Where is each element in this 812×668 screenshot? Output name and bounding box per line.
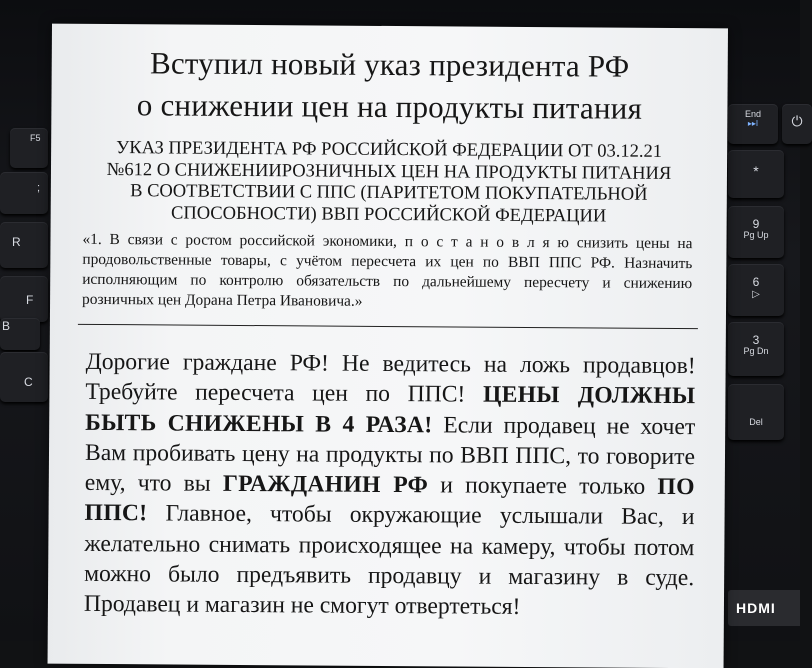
hdmi-label: HDMI bbox=[736, 600, 776, 616]
appeal-text-4: Главное, чтобы окружающие услышали Вас, и желательно снимать происходящее на камеру, чтобы потом можно было предъявить продавцу и магазину в суде. Продавец и магазин не смогут отвертеться! bbox=[83, 500, 695, 621]
key-label: C bbox=[24, 375, 33, 389]
power-icon: ⏻ bbox=[791, 113, 803, 129]
appeal-text-1: Дорогие граждане РФ! Не ведитесь на ложь продавцов! Требуйте пересчета цен по ППС! bbox=[85, 348, 696, 408]
key-label: 3 bbox=[752, 333, 760, 347]
key-6 bbox=[728, 264, 784, 316]
key-9 bbox=[728, 206, 784, 258]
title-line-2: о снижении цен на продукты питания bbox=[136, 87, 643, 126]
key-label: Del bbox=[749, 417, 763, 427]
key-sublabel: ▸▸I bbox=[747, 118, 759, 128]
key-sublabel: Pg Dn bbox=[743, 346, 769, 357]
key-sublabel: Pg Up bbox=[743, 230, 769, 241]
key-label: R bbox=[12, 235, 21, 249]
key-semicolon bbox=[0, 172, 48, 214]
key-c bbox=[0, 352, 48, 402]
leaflet-paper bbox=[48, 24, 728, 668]
decree-line-2: №612 О СНИЖЕНИИРОЗНИЧНЫХ ЦЕН НА ПРОДУКТЫ ПИТАНИЯ bbox=[106, 159, 672, 184]
key-b bbox=[0, 318, 40, 350]
appeal-bold-pps: ПО ППС! bbox=[84, 474, 695, 527]
decree-heading bbox=[71, 138, 708, 228]
appeal-bold-prices: ЦЕНЫ ДОЛЖНЫ БЫТЬ СНИЖЕНЫ В 4 РАЗА! bbox=[85, 381, 696, 438]
title-line-1: Вступил новый указ президента РФ bbox=[149, 45, 630, 84]
key-sublabel: ▷ bbox=[752, 289, 760, 301]
appeal-paragraph bbox=[84, 347, 696, 624]
key-power bbox=[782, 104, 812, 144]
key-f5 bbox=[10, 128, 48, 168]
key-r bbox=[0, 222, 48, 268]
key-del bbox=[728, 384, 784, 440]
key-label: 9 bbox=[752, 217, 760, 231]
leaflet-title bbox=[51, 42, 728, 131]
decree-quote: «1. В связи с ростом российской экономики, п о с т а н о в л я ю снизить цены на продовольственные товары, с учётом пересчета их цен по ВВП ППС РФ. Назначить исполняющим по контролю обязательств по дальнейшему пересчету и снижению розничных цен Дорана Петра Ивановича.» bbox=[82, 230, 693, 310]
key-asterisk bbox=[728, 150, 784, 198]
key-f bbox=[0, 276, 48, 322]
decree-line-4: СПОСОБНОСТИ) ВВП РОССИЙСКОЙ ФЕДЕРАЦИИ bbox=[170, 202, 607, 227]
key-label: B bbox=[2, 319, 11, 333]
decree-line-3: В СООТВЕТСТВИИ С ППС (ПАРИТЕТОМ ПОКУПАТЕЛЬНОЙ bbox=[130, 181, 648, 205]
appeal-text-2: Если продавец не хочет Вам пробивать цену на продукты по ВВП ППС, то говорите ему, что вы bbox=[84, 411, 696, 498]
appeal-bold-citizen: ГРАЖДАНИН РФ bbox=[222, 471, 429, 499]
key-end bbox=[728, 104, 778, 144]
key-label: ; bbox=[36, 182, 40, 194]
separator-line bbox=[78, 324, 698, 329]
key-label: * bbox=[753, 163, 759, 179]
key-label: F bbox=[26, 293, 34, 307]
key-label: F5 bbox=[30, 133, 41, 143]
decree-line-1: УКАЗ ПРЕЗИДЕНТА РФ РОССИЙСКОЙ ФЕДЕРАЦИИ ОТ 03.12.21 bbox=[116, 138, 663, 162]
hdmi-port bbox=[728, 590, 800, 626]
key-label: End bbox=[744, 109, 761, 119]
key-label: 6 bbox=[752, 275, 760, 289]
appeal-text-3: и покупаете только bbox=[428, 472, 658, 501]
key-3 bbox=[728, 322, 784, 376]
